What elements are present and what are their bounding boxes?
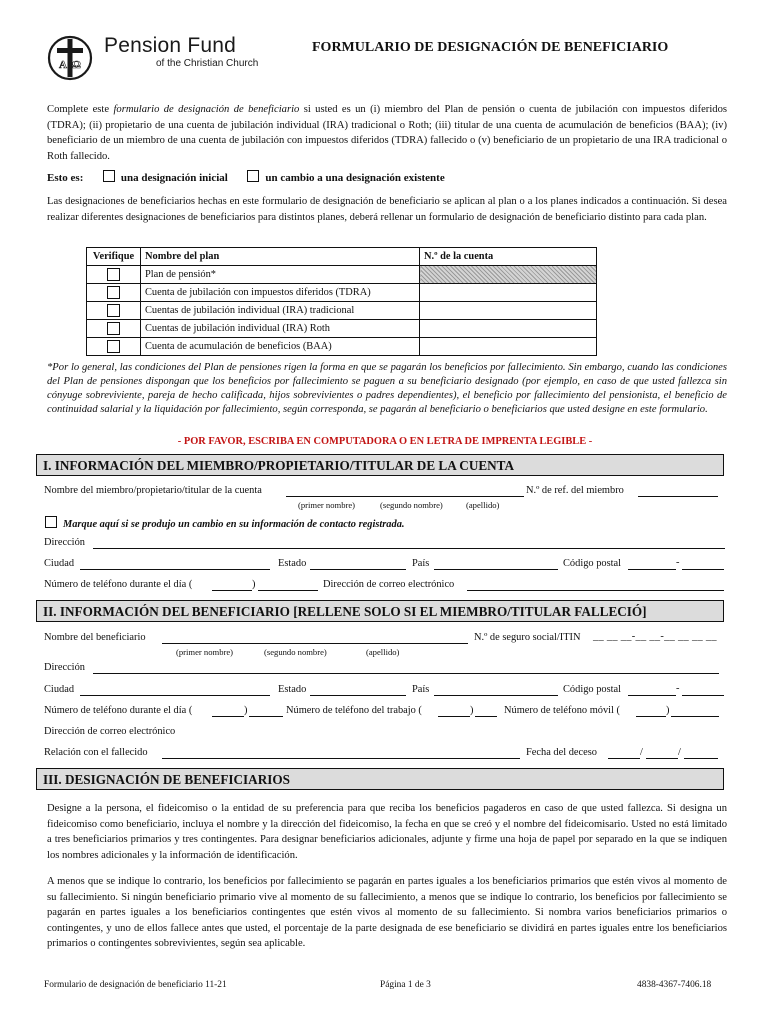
section3-paragraph-2: A menos que se indique lo contrario, los beneficios por fallecimiento se pagarán en partes iguales a los beneficiarios primarios que estén vivos al momento de su fallecimiento. Si ningún beneficiario primario vive al momento de su fallecimiento, a menos que se indique lo contrario, los beneficios por fallecimiento se pagarán en partes iguales a los beneficiarios contingentes que estén vivos al momento de su fallecimiento. Si nombra varios beneficiarios primarios o contingentes, y uno de ellos fallece antes que usted, el porcentaje de la parte designada de ese beneficiario se dividirá en partes iguales entre los beneficiarios primarios o contingentes sobrevivientes, según sea aplicable. xyxy=(47,876,727,949)
table-row xyxy=(87,302,597,320)
plan-name-header: Nombre del plan xyxy=(141,248,420,266)
member-ref-input[interactable] xyxy=(638,484,718,497)
beneficiary-email-input[interactable] xyxy=(190,725,719,737)
account-number-header: N.º de la cuenta xyxy=(420,248,597,266)
change-designation-label: un cambio a una designación existente xyxy=(265,172,445,184)
intro-paragraph: Complete este formulario de designación de beneficiario si usted es un (i) miembro del Plan de pensión o cuenta de jubilación con impuestos diferidos (TDRA); (ii) propietario de una cuenta de jubilación individual (IRA) tradicional o Roth; (iii) titular de una cuenta de acumulación de beneficios (BAA); (iv) beneficiario de un miembro de una cuenta de jubilación con impuestos diferidos (TDRA) fallecido o (v) beneficiario de un propietario de una IRA tradicional o Roth fallecido. xyxy=(47,104,727,162)
footer-doc-number: 4838-4367-7406.18 xyxy=(637,980,712,990)
beneficiary-postal-ext-input[interactable] xyxy=(682,683,724,696)
last-name-caption: (apellido) xyxy=(366,647,400,657)
beneficiary-city-label: Ciudad xyxy=(44,684,75,695)
table-row xyxy=(87,266,597,284)
work-phone-close: ) xyxy=(470,705,474,716)
plan-checkbox-tdra[interactable] xyxy=(107,286,120,299)
member-ref-label: N.º de ref. del miembro xyxy=(526,485,624,496)
member-city-label: Ciudad xyxy=(44,558,75,569)
beneficiary-address-label: Dirección xyxy=(44,662,85,673)
member-state-label: Estado xyxy=(278,558,307,569)
section1-header: I. INFORMACIÓN DEL MIEMBRO/PROPIETARIO/TITULAR DE LA CUENTA xyxy=(36,454,724,476)
section3-paragraph-1: Designe a la persona, el fideicomiso o la entidad de su preferencia para que reciba los beneficios pagaderos en caso de que usted fallezca. Si designa un fideicomiso como beneficiario, incluya el nombre y la dirección del fideicomiso, la fecha en que se creó y el nombre del fideicomisario. Usted no está limitado a tres beneficiarios primarios y tres contingentes. Para designar beneficiarios adicionales, adjunte y firme una hoja de papel por separado en la que se indiquen los nombres adicionales y la información de identificación. xyxy=(47,803,727,861)
section3-header: III. DESIGNACIÓN DE BENEFICIARIOS xyxy=(36,768,724,790)
plan-checkbox-baa[interactable] xyxy=(107,340,120,353)
plans-table-header xyxy=(87,248,597,266)
beneficiary-name-label: Nombre del beneficiario xyxy=(44,632,146,643)
account-number-field[interactable] xyxy=(420,302,597,320)
member-postal-dash: - xyxy=(676,557,680,568)
change-designation-checkbox[interactable] xyxy=(247,170,259,182)
plan-checkbox-pension[interactable] xyxy=(107,268,120,281)
member-email-input[interactable] xyxy=(467,578,724,591)
contact-change-label: Marque aquí si se produjo un cambio en su información de contacto registrada. xyxy=(63,519,405,530)
beneficiary-country-input[interactable] xyxy=(434,683,558,696)
footer-page-number: Página 1 de 3 xyxy=(380,980,431,990)
beneficiary-day-phone-input[interactable] xyxy=(249,704,283,717)
first-name-caption: (primer nombre) xyxy=(176,647,234,657)
account-number-field[interactable] xyxy=(420,320,597,338)
plan-name: Cuenta de acumulación de beneficios (BAA) xyxy=(141,338,420,356)
beneficiary-work-phone-label: Número de teléfono del trabajo ( xyxy=(286,705,422,716)
table-row xyxy=(87,338,597,356)
footer-form-id: Formulario de designación de beneficiario 11-21 xyxy=(44,980,227,990)
table-row xyxy=(87,284,597,302)
member-address-input[interactable] xyxy=(93,536,725,549)
initial-designation-checkbox[interactable] xyxy=(103,170,115,182)
ssn-input[interactable]: __ __ __-__ __-__ __ __ __ xyxy=(593,631,717,642)
death-date-year-input[interactable] xyxy=(684,746,718,759)
logo-name: Pension Fund xyxy=(104,34,236,57)
table-row xyxy=(87,320,597,338)
logo-letter-alpha: A xyxy=(59,59,67,71)
pension-plan-footnote: *Por lo general, las condiciones del Plan de pensiones rigen la forma en que se pagarán los beneficios por fallecimiento. Sin embargo, cuando las condiciones del Plan de pensiones dispongan que los beneficios por fallecimiento se paguen a su beneficiario designado (por ejemplo, en caso de que usted fallezca sin cónyuge sobreviviente, pareja de hecho calificada, hijos sobrevivientes o padres dependientes), el beneficio por fallecimiento del pensionista, el beneficio de continuidad salarial y la liquidación por fallecimiento, según corresponda, se pagarán al beneficiario o beneficiarios que usted designe en este formulario. xyxy=(47,362,727,415)
account-number-field[interactable] xyxy=(420,284,597,302)
plan-checkbox-ira-roth[interactable] xyxy=(107,322,120,335)
pension-fund-logo-icon xyxy=(47,35,93,81)
first-name-caption: (primer nombre) xyxy=(298,500,356,510)
form-title: FORMULARIO DE DESIGNACIÓN DE BENEFICIARIO xyxy=(312,40,669,55)
member-email-label: Dirección de correo electrónico xyxy=(323,579,455,590)
member-name-label: Nombre del miembro/propietario/titular de la cuenta xyxy=(44,485,262,496)
verify-header: Verifique xyxy=(87,248,141,266)
member-postal-ext-input[interactable] xyxy=(682,557,724,570)
plans-paragraph: Las designaciones de beneficiarios hechas en este formulario de designación de beneficiario se aplican al plan o a los planes indicados a continuación. Si desea realizar diferentes designaciones de beneficiarios para distintos planes, deberá rellenar un formulario de designación de beneficiario distinto para cada plan. xyxy=(47,196,727,223)
day-phone-close: ) xyxy=(244,705,248,716)
middle-name-caption: (segundo nombre) xyxy=(264,647,327,657)
beneficiary-postal-label: Código postal xyxy=(563,684,622,695)
beneficiary-city-input[interactable] xyxy=(80,683,270,696)
death-date-day-input[interactable] xyxy=(646,746,678,759)
contact-change-checkbox[interactable] xyxy=(45,516,57,528)
middle-name-caption: (segundo nombre) xyxy=(380,500,443,510)
beneficiary-name-input[interactable] xyxy=(162,631,468,644)
death-date-label: Fecha del deceso xyxy=(526,747,597,758)
logo-subtitle: of the Christian Church xyxy=(156,58,259,69)
member-country-label: País xyxy=(412,558,430,569)
relation-label: Relación con el fallecido xyxy=(44,747,148,758)
designation-type-label: Esto es: xyxy=(47,172,84,184)
beneficiary-country-label: País xyxy=(412,684,430,695)
account-number-field[interactable] xyxy=(420,338,597,356)
plan-name: Cuenta de jubilación con impuestos diferidos (TDRA) xyxy=(141,284,420,302)
death-date-month-input[interactable] xyxy=(608,746,640,759)
member-city-input[interactable] xyxy=(80,557,270,570)
beneficiary-address-input[interactable] xyxy=(93,661,719,674)
member-state-input[interactable] xyxy=(310,557,406,570)
beneficiary-mobile-phone-area-input[interactable] xyxy=(636,704,666,717)
beneficiary-work-phone-area-input[interactable] xyxy=(438,704,470,717)
beneficiary-mobile-phone-label: Número de teléfono móvil ( xyxy=(504,705,620,716)
logo-letter-omega: Ω xyxy=(72,59,81,71)
plan-checkbox-ira-traditional[interactable] xyxy=(107,304,120,317)
plan-name: Cuentas de jubilación individual (IRA) Roth xyxy=(141,320,420,338)
plan-name: Cuentas de jubilación individual (IRA) tradicional xyxy=(141,302,420,320)
member-phone-label: Número de teléfono durante el día ( xyxy=(44,579,193,590)
print-notice: - POR FAVOR, ESCRIBA EN COMPUTADORA O EN LETRA DE IMPRENTA LEGIBLE - xyxy=(177,436,593,447)
member-postal-input[interactable] xyxy=(628,557,676,570)
member-postal-label: Código postal xyxy=(563,558,622,569)
member-phone-area-input[interactable] xyxy=(212,578,252,591)
section2-header: II. INFORMACIÓN DEL BENEFICIARIO [RELLENE SOLO SI EL MIEMBRO/TITULAR FALLECIÓ] xyxy=(36,600,724,622)
beneficiary-day-phone-area-input[interactable] xyxy=(212,704,244,717)
beneficiary-day-phone-label: Número de teléfono durante el día ( xyxy=(44,705,193,716)
mobile-phone-close: ) xyxy=(666,705,670,716)
beneficiary-state-input[interactable] xyxy=(310,683,406,696)
beneficiary-postal-dash: - xyxy=(676,683,680,694)
member-country-input[interactable] xyxy=(434,557,558,570)
initial-designation-label: una designación inicial xyxy=(120,172,228,184)
ssn-label: N.º de seguro social/ITIN xyxy=(474,632,581,643)
beneficiary-state-label: Estado xyxy=(278,684,307,695)
beneficiary-work-phone-input[interactable] xyxy=(475,704,497,717)
member-phone-input[interactable] xyxy=(258,578,318,591)
last-name-caption: (apellido) xyxy=(466,500,500,510)
designation-type-row xyxy=(47,170,445,184)
plans-table xyxy=(86,247,597,356)
contact-change-row xyxy=(45,516,405,530)
account-number-shaded xyxy=(420,266,597,284)
member-phone-close: ) xyxy=(252,579,256,590)
beneficiary-email-label: Dirección de correo electrónico xyxy=(44,726,176,737)
member-address-label: Dirección xyxy=(44,537,85,548)
member-name-input[interactable] xyxy=(286,484,524,497)
death-date-sep-2: / xyxy=(678,747,681,758)
beneficiary-mobile-phone-input[interactable] xyxy=(671,704,719,717)
death-date-sep-1: / xyxy=(640,747,643,758)
relation-input[interactable] xyxy=(162,746,520,759)
plan-name: Plan de pensión* xyxy=(141,266,420,284)
beneficiary-postal-input[interactable] xyxy=(628,683,676,696)
